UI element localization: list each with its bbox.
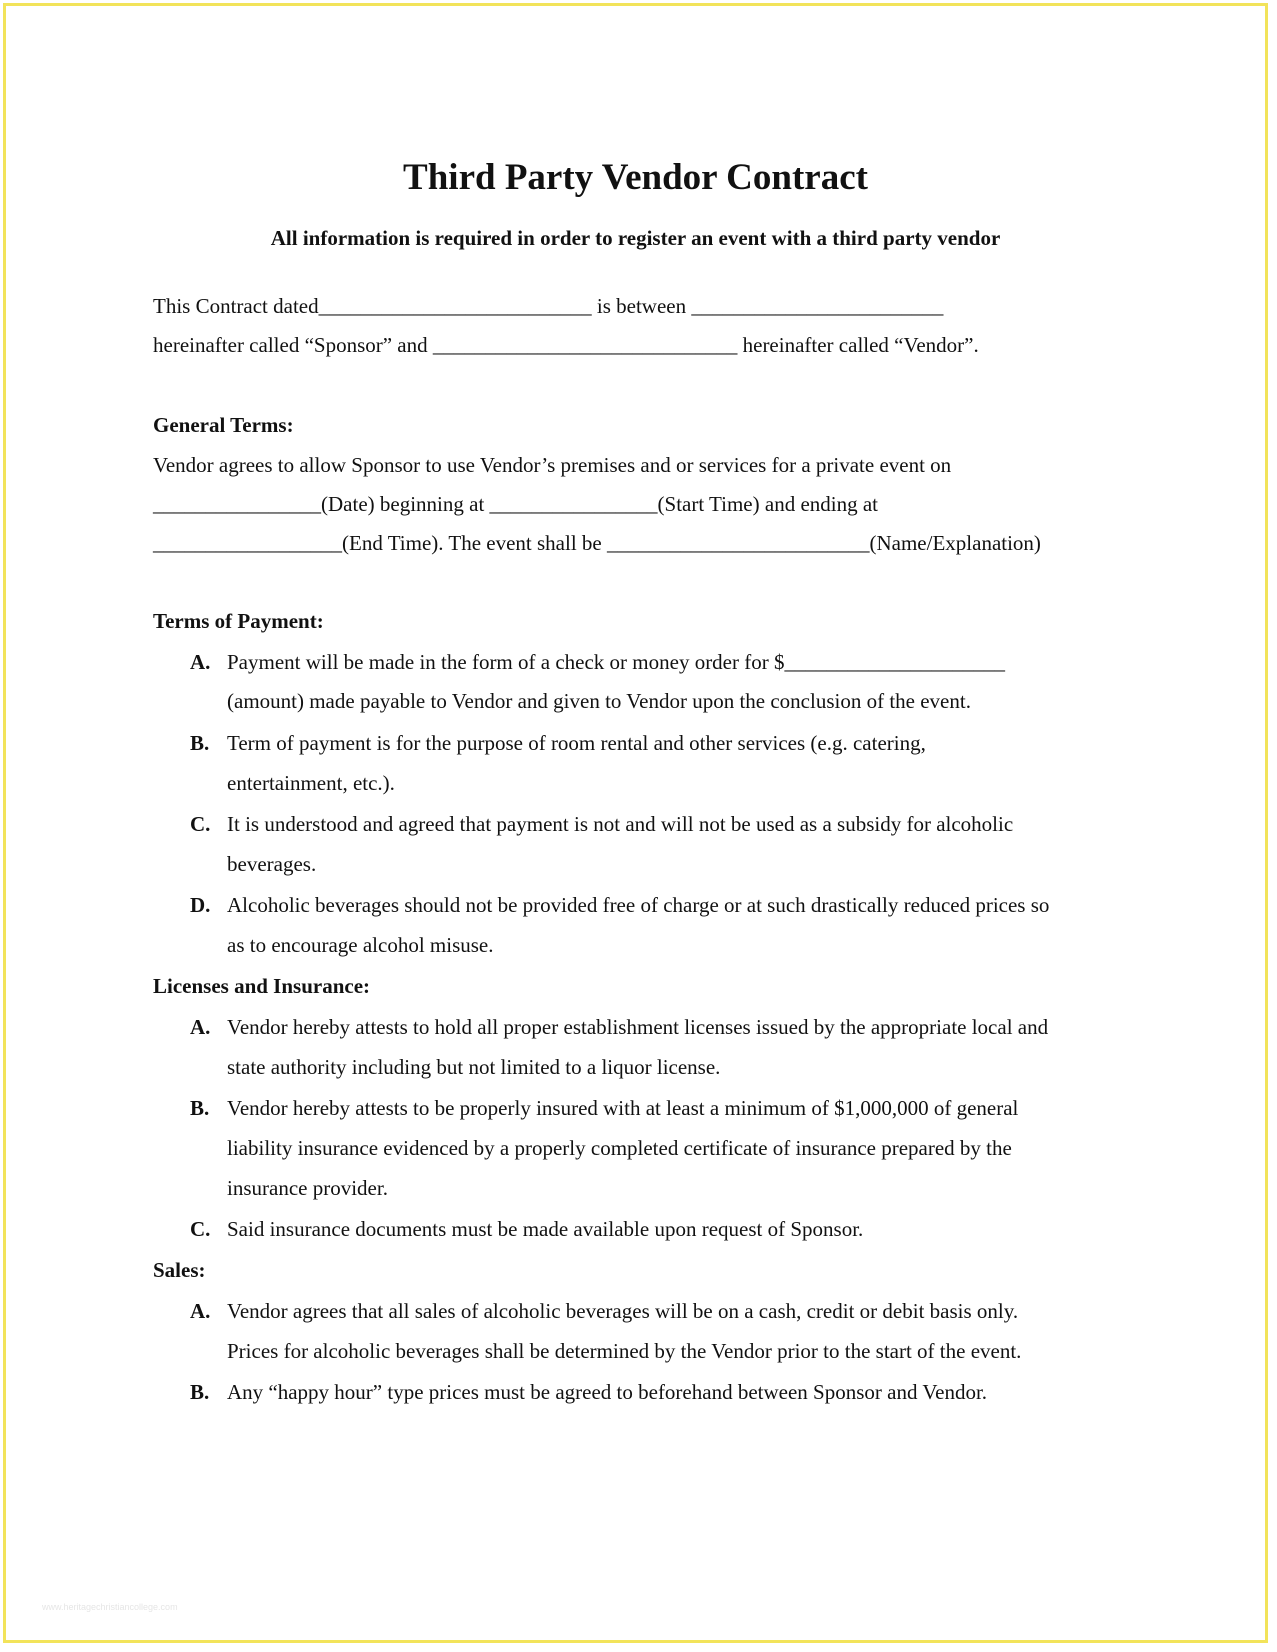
- general-terms-line-1: Vendor agrees to allow Sponsor to use Vendor’s premises and or services for a private event on: [153, 453, 952, 477]
- general-terms-line-3: __________________(End Time). The event shall be _________________________(Name/Explanation): [153, 531, 1041, 555]
- general-terms-heading: General Terms:: [153, 413, 294, 437]
- list-item-text: Vendor agrees that all sales of alcoholic beverages will be on a cash, credit or debit basis only.: [227, 1299, 1019, 1323]
- license-item-c: [190, 1215, 863, 1243]
- list-marker: D.: [190, 893, 211, 917]
- terms-of-payment-heading: Terms of Payment:: [153, 609, 324, 633]
- list-item-text: Vendor hereby attests to hold all proper establishment licenses issued by the appropriate local and: [227, 1015, 1049, 1039]
- sales-item-a: [190, 1297, 1018, 1325]
- license-item-a: [190, 1013, 1048, 1041]
- licenses-insurance-heading: Licenses and Insurance:: [153, 974, 371, 998]
- list-marker: A.: [190, 650, 211, 674]
- license-item-a-continued: state authority including but not limited to a liquor license.: [227, 1055, 721, 1079]
- intro-line-2: hereinafter called “Sponsor” and _____________________________ hereinafter called “Vendor”.: [153, 333, 979, 357]
- payment-item-b: [190, 729, 926, 757]
- list-item-text: Vendor hereby attests to be properly insured with at least a minimum of $1,000,000 of general: [227, 1096, 1019, 1120]
- payment-item-c: [190, 810, 1013, 838]
- list-item-text: Said insurance documents must be made available upon request of Sponsor.: [227, 1217, 864, 1241]
- list-item-text: Payment will be made in the form of a check or money order for $_____________________: [227, 650, 1005, 674]
- list-marker: B.: [190, 1096, 210, 1120]
- payment-item-a: [190, 648, 1005, 676]
- payment-item-a-continued: (amount) made payable to Vendor and given to Vendor upon the conclusion of the event.: [227, 689, 971, 713]
- list-marker: A.: [190, 1299, 211, 1323]
- source-watermark: www.heritagechristiancollege.com: [42, 1602, 178, 1612]
- license-item-b-continued-1: liability insurance evidenced by a properly completed certificate of insurance prepared by the: [227, 1136, 1012, 1160]
- general-terms-line-2: ________________(Date) beginning at ________________(Start Time) and ending at: [153, 492, 879, 516]
- payment-item-c-continued: beverages.: [227, 852, 317, 876]
- document-page: [3, 3, 1268, 1643]
- sales-heading: Sales:: [153, 1258, 206, 1282]
- list-marker: B.: [190, 1380, 210, 1404]
- license-item-b-continued-2: insurance provider.: [227, 1176, 388, 1200]
- intro-line-1: This Contract dated__________________________ is between ________________________: [153, 294, 944, 318]
- list-item-text: Term of payment is for the purpose of room rental and other services (e.g. catering,: [227, 731, 926, 755]
- list-marker: B.: [190, 731, 210, 755]
- list-marker: C.: [190, 812, 211, 836]
- document-title: Third Party Vendor Contract: [403, 157, 868, 198]
- list-item-text: It is understood and agreed that payment is not and will not be used as a subsidy for alcoholic: [227, 812, 1014, 836]
- list-marker: C.: [190, 1217, 211, 1241]
- payment-item-d: [190, 891, 1049, 919]
- sales-item-a-continued: Prices for alcoholic beverages shall be determined by the Vendor prior to the start of the event.: [227, 1339, 1022, 1363]
- sales-item-b: [190, 1378, 987, 1406]
- list-item-text: Any “happy hour” type prices must be agreed to beforehand between Sponsor and Vendor.: [227, 1380, 988, 1404]
- list-item-text: Alcoholic beverages should not be provided free of charge or at such drastically reduced prices so: [227, 893, 1050, 917]
- document-subtitle: All information is required in order to register an event with a third party vendor: [270, 226, 1001, 250]
- payment-item-d-continued: as to encourage alcohol misuse.: [227, 933, 494, 957]
- list-marker: A.: [190, 1015, 211, 1039]
- payment-item-b-continued: entertainment, etc.).: [227, 771, 395, 795]
- license-item-b: [190, 1094, 1018, 1122]
